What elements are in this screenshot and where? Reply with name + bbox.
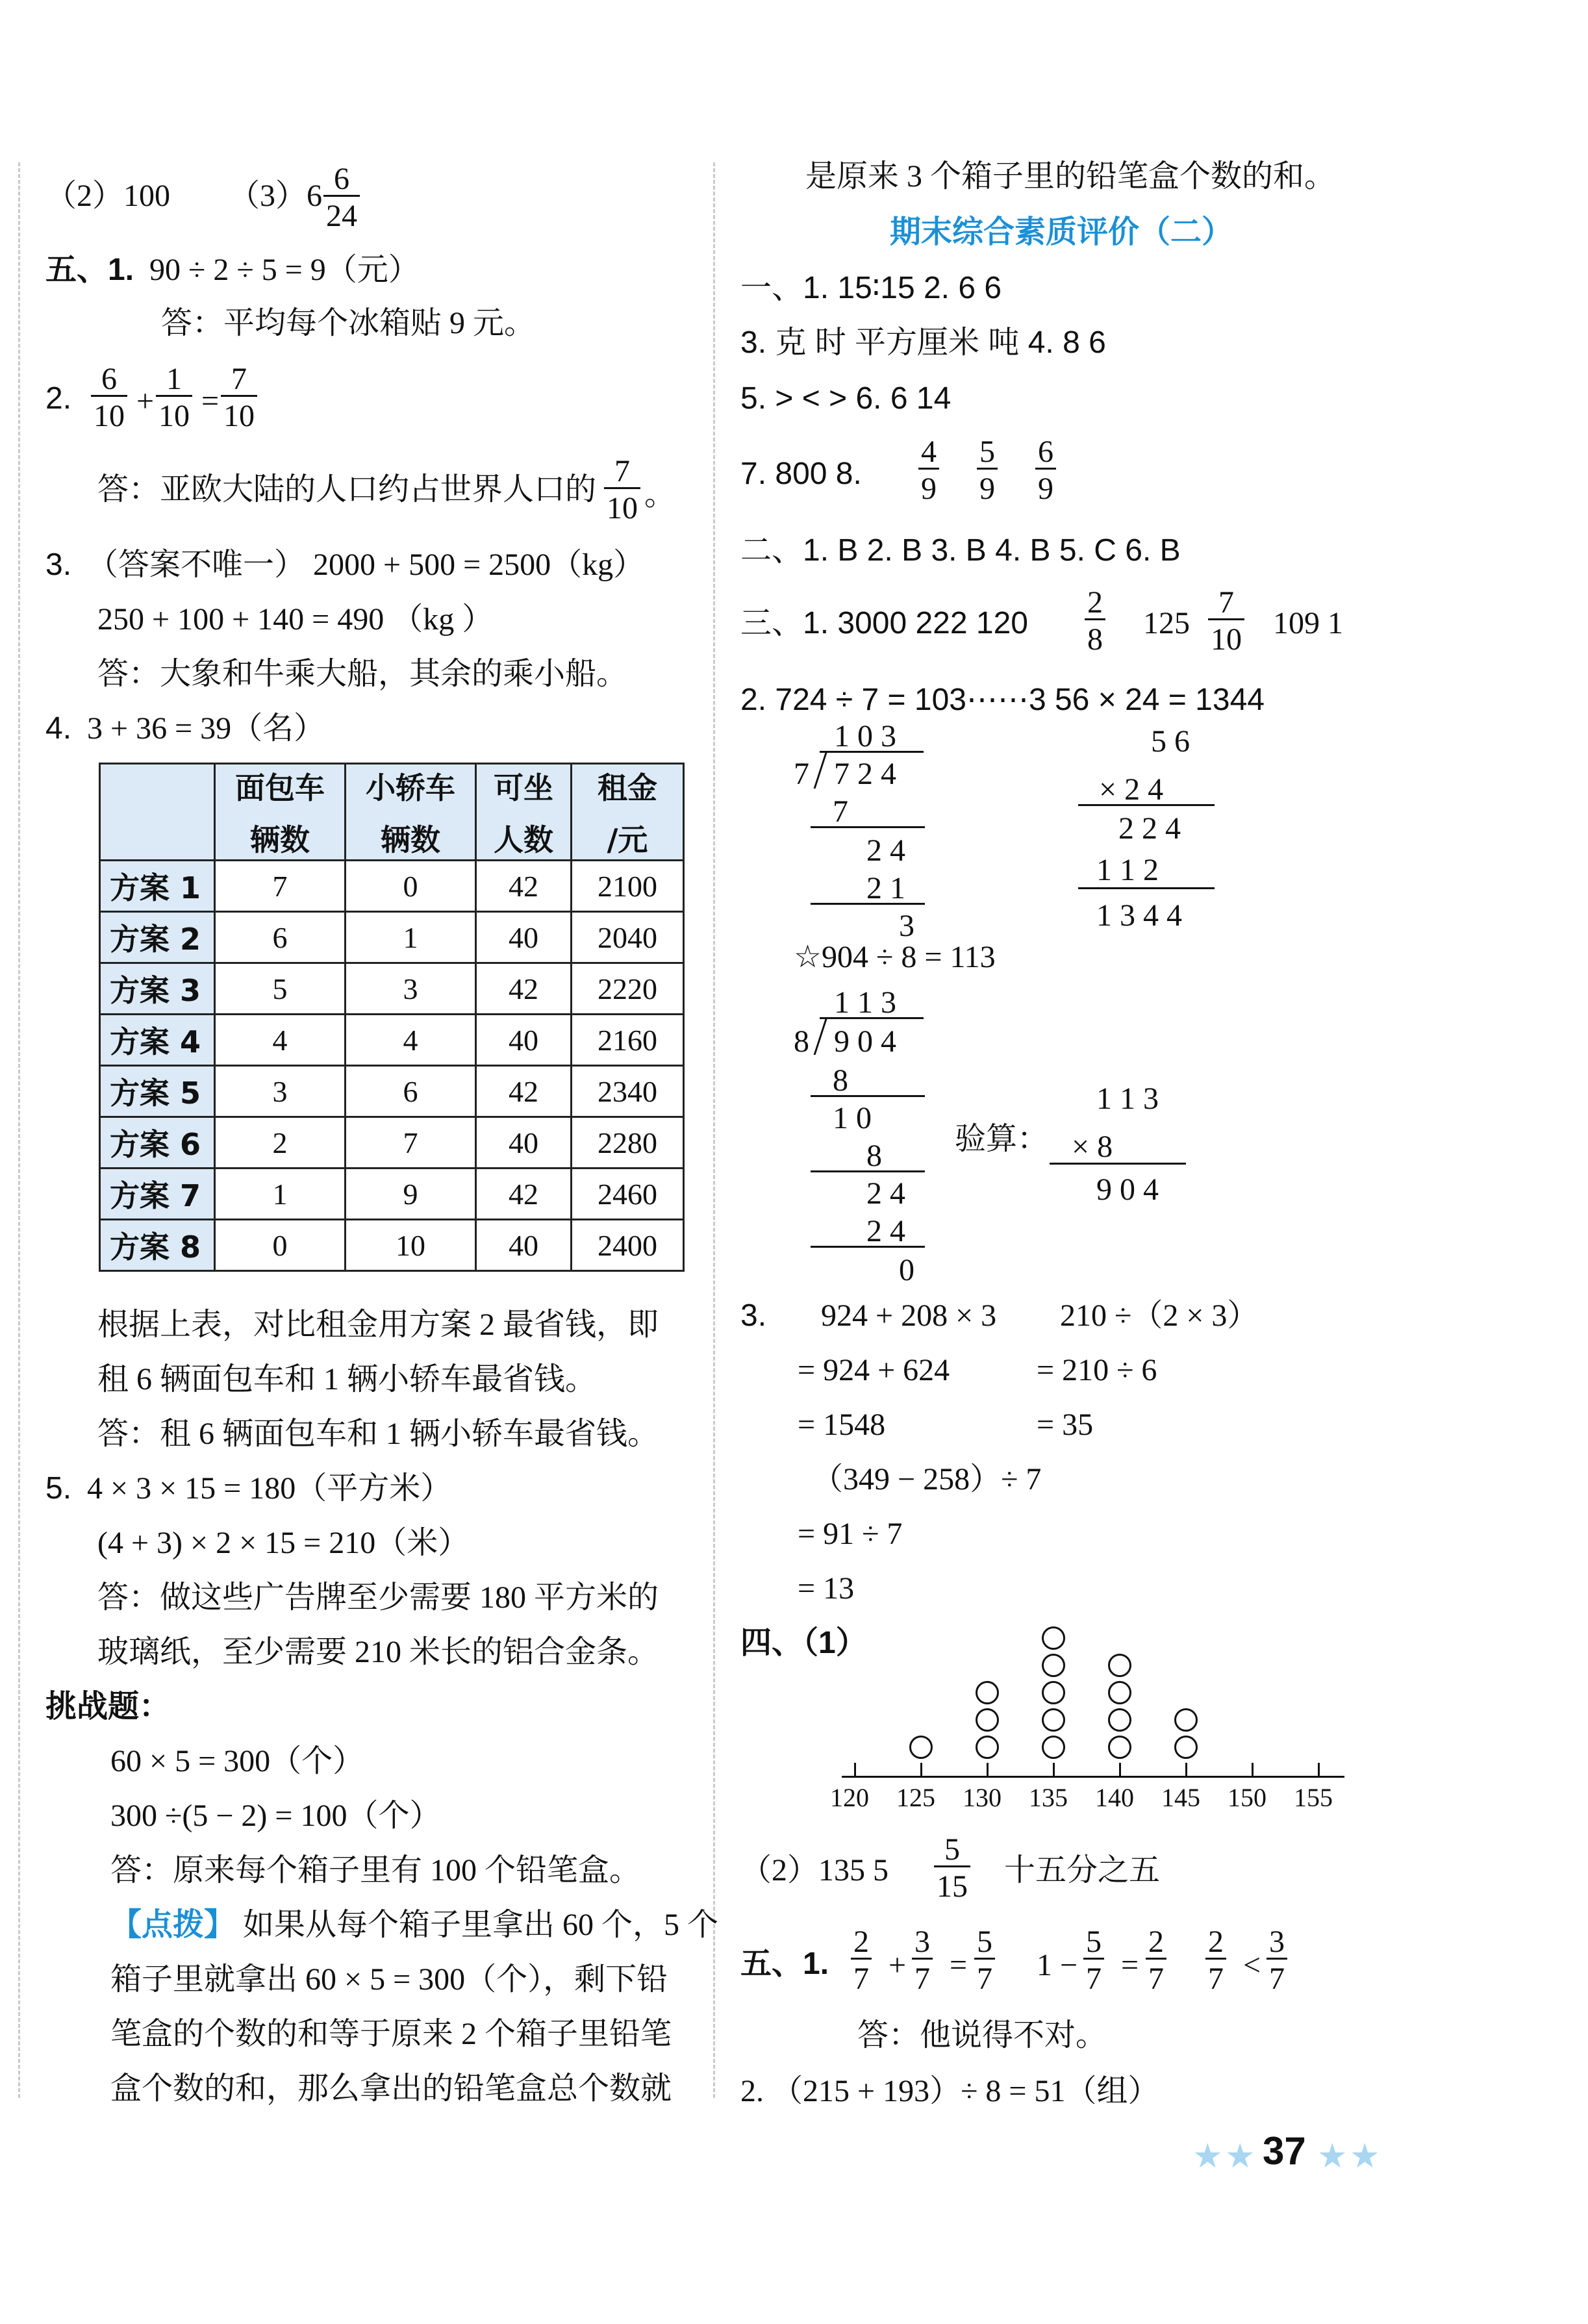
part4-2-words: 十五分之五 (1004, 1853, 1161, 1888)
part3-fraction-7-10: $\frac{7}{10}$ (1208, 587, 1244, 655)
part1-line4: 7. 800 8. (740, 457, 862, 491)
div2-step5: 2 4 (866, 1214, 905, 1248)
section-title: 期末综合素质评价（二） (890, 215, 1233, 249)
calc3-line1: （349 − 258）÷ 7 (812, 1462, 1042, 1497)
tip-line1: 【点拨】 如果从每个箱子里拿出 60 个，5 个 (110, 1908, 719, 1942)
column-divider (713, 162, 715, 2098)
mul1-line1 (1078, 804, 1215, 806)
left-margin-guide (18, 162, 20, 2098)
q5-2-fraction-a: $\frac{6}{10}$ (91, 364, 127, 432)
dot-plot-circle (976, 1681, 999, 1704)
div1-line1 (811, 826, 925, 828)
dot-plot-axis (842, 1776, 1344, 1778)
dot-plot-tick (854, 1763, 856, 1777)
div2-step2: 1 0 (833, 1101, 872, 1135)
part5-plus: + (889, 1948, 907, 1982)
q5-5-line1: 5. 4 × 3 × 15 = 180（平方米） (45, 1471, 452, 1506)
line-answer-2-3: （2）100 （3）6 (45, 179, 323, 213)
part5-frac-c: $\frac{5}{7}$ (974, 1926, 995, 1995)
div2-remainder: 0 (899, 1253, 914, 1287)
calc2-line2: = 210 ÷ 6 (1037, 1353, 1157, 1387)
div1-remainder: 3 (899, 909, 914, 943)
star-icon: ★ (1192, 2138, 1223, 2175)
q5-4-text2: 租 6 辆面包车和 1 辆小轿车最省钱。 (97, 1362, 597, 1396)
q5-2-equals: = (201, 384, 220, 418)
q5-3-line2: 250 + 100 + 140 = 490 （kg ） (97, 602, 494, 637)
dot-plot-tick (987, 1763, 989, 1777)
q5-2-fraction-b: $\frac{1}{10}$ (156, 364, 192, 432)
q5-2-answer-end: 。 (644, 477, 676, 512)
div1-bracket-side (814, 751, 828, 789)
div2-line3 (811, 1246, 925, 1248)
part5-frac-a: $\frac{2}{7}$ (851, 1926, 872, 1995)
part4-2-line: （2）135 5 (740, 1853, 889, 1888)
mul2-a: 1 1 3 (1096, 1081, 1159, 1116)
div2-step1: 8 (833, 1063, 848, 1098)
star-icon: ★ (1225, 2138, 1255, 2175)
table-row: 方案 7 1 9 42 2460 (100, 1168, 684, 1220)
dot-plot-tick (1119, 1763, 1121, 1777)
challenge-answer: 答：原来每个箱子里有 100 个铅笔盒。 (110, 1853, 641, 1888)
part3-values-end: 109 1 (1273, 606, 1343, 640)
challenge-line1: 60 × 5 = 300（个） (110, 1744, 364, 1778)
part5-frac-b: $\frac{3}{7}$ (912, 1926, 933, 1995)
q5-2-plus: + (136, 384, 155, 418)
q5-5-answer1: 答：做这些广告牌至少需要 180 平方米的 (97, 1580, 659, 1615)
dot-plot-tick-label: 120 (830, 1783, 869, 1812)
div2-dividend: 9 0 4 (834, 1024, 896, 1059)
part3-3-label: 3. (740, 1298, 767, 1333)
table-row: 方案 5 3 6 42 2340 (100, 1066, 684, 1117)
check-label: 验算： (955, 1122, 1049, 1156)
table-header-row (100, 764, 684, 861)
part5-eq1: = (950, 1948, 968, 1982)
dot-plot-tick (1318, 1763, 1320, 1777)
dot-plot-tick-label: 135 (1029, 1783, 1068, 1812)
div1-dividend: 7 2 4 (834, 757, 896, 791)
q5-4-expr: 4. 3 + 36 = 39（名） (45, 711, 325, 746)
div1-divisor: 7 (794, 757, 809, 791)
div2-bracket-side (814, 1017, 828, 1055)
part1-line1: 一、1. 15∶15 2. 6 6 (740, 271, 1002, 305)
star-icon: ★ (1350, 2138, 1380, 2175)
q5-3-line1: 3. （答案不唯一） 2000 + 500 = 2500（kg） (45, 548, 645, 582)
part1-fraction-6-9: $\frac{6}{9}$ (1035, 436, 1056, 505)
mul1-line2 (1078, 887, 1215, 889)
table-header-seats: 可坐 人数 (476, 764, 572, 861)
tip-line2: 箱子里就拿出 60 × 5 = 300（个），剩下铅 (110, 1962, 668, 1997)
part5-frac-g: $\frac{3}{7}$ (1267, 1926, 1287, 1995)
part5-one-minus: 1 − (1037, 1948, 1078, 1982)
dot-plot-circle (976, 1736, 999, 1759)
part5-label: 五、1. (740, 1947, 829, 1981)
tip-line3: 笔盒的个数的和等于原来 2 个箱子里铅笔 (110, 2017, 672, 2051)
dot-plot-tick (1252, 1763, 1254, 1777)
dot-plot-circle (1108, 1654, 1131, 1677)
div2-divisor: 8 (794, 1024, 809, 1059)
star-icon: ★ (1317, 2138, 1348, 2175)
dot-plot-circle (1042, 1736, 1065, 1759)
div2-quotient: 1 1 3 (834, 985, 896, 1020)
q5-2-fraction-c: $\frac{7}{10}$ (221, 364, 257, 432)
calc1-line3: = 1548 (798, 1408, 886, 1442)
q5-4-answer: 答：租 6 辆面包车和 1 辆小轿车最省钱。 (97, 1417, 659, 1451)
dot-plot-circle (976, 1708, 999, 1732)
table-row: 方案 8 0 10 40 2400 (100, 1220, 684, 1271)
dot-plot-circle (1174, 1708, 1198, 1732)
part5-frac-d: $\frac{5}{7}$ (1083, 1926, 1104, 1995)
q5-1-answer: 答：平均每个冰箱贴 9 元。 (161, 306, 536, 340)
div2-line1 (811, 1095, 925, 1097)
q5-3-answer: 答：大象和牛乘大船，其余的乘小船。 (97, 657, 628, 691)
div2-step3: 8 (866, 1139, 882, 1173)
fraction-6-24: $\frac{6}{24}$ (323, 164, 360, 232)
dot-plot-tick-label: 130 (963, 1783, 1002, 1812)
table-header-empty (100, 764, 215, 861)
part3-1-line: 三、1. 3000 222 120 (740, 606, 1028, 640)
dot-plot-tick-label: 140 (1095, 1783, 1134, 1812)
dot-plot-tick-label: 125 (896, 1783, 935, 1812)
dot-plot-tick-label: 150 (1228, 1783, 1267, 1812)
q5-2-answer-fraction: $\frac{7}{10}$ (604, 456, 640, 524)
part4-label: 四、（1） (740, 1626, 867, 1660)
part4-2-fraction: $\frac{5}{15}$ (934, 1834, 970, 1902)
table-row: 方案 2 6 1 40 2040 (100, 912, 684, 963)
div1-line2 (811, 903, 925, 905)
dot-plot-circle (1042, 1708, 1065, 1732)
mul2-line (1050, 1163, 1186, 1165)
page-number: 37 (1263, 2129, 1306, 2173)
q5-4-text1: 根据上表，对比租金用方案 2 最省钱，即 (97, 1307, 659, 1342)
dot-plot-tick (1053, 1763, 1055, 1777)
mul1-partial1: 2 2 4 (1118, 811, 1181, 846)
dot-plot-circle (1174, 1736, 1198, 1759)
div1-step1: 7 (833, 794, 848, 829)
part1-line2: 3. 克 时 平方厘米 吨 4. 8 6 (740, 325, 1106, 360)
part5-2-line: 2. （215 + 193）÷ 8 = 51（组） (740, 2074, 1159, 2108)
challenge-line2: 300 ÷(5 − 2) = 100（个） (110, 1799, 441, 1833)
dot-plot-tick (1185, 1763, 1187, 1777)
dot-plot-circle (1042, 1654, 1065, 1677)
div1-bracket-top (820, 751, 924, 753)
dot-plot-circle (1108, 1681, 1131, 1704)
div2-step4: 2 4 (866, 1176, 905, 1211)
table-header-car: 小轿车 辆数 (346, 764, 476, 861)
tip-continuation: 是原来 3 个箱子里的铅笔盒个数的和。 (805, 159, 1336, 194)
part3-2-line: 2. 724 ÷ 7 = 103⋯⋯3 56 × 24 = 1344 (740, 683, 1265, 717)
mul2-result: 9 0 4 (1096, 1172, 1159, 1207)
table-row: 方案 6 2 7 40 2280 (100, 1117, 684, 1168)
calc1-line2: = 924 + 624 (798, 1353, 950, 1387)
q5-5-line2: (4 + 3) × 2 × 15 = 210（米） (97, 1526, 470, 1560)
part5-frac-f: $\frac{2}{7}$ (1205, 1926, 1226, 1995)
mul1-b: × 2 4 (1099, 772, 1164, 807)
part3-value-125: 125 (1143, 606, 1190, 640)
calc2-line3: = 35 (1037, 1408, 1094, 1442)
div1-quotient: 1 0 3 (834, 719, 896, 753)
dot-plot-tick-label: 145 (1161, 1783, 1200, 1812)
div1-step3: 2 1 (866, 871, 905, 905)
dot-plot-tick (920, 1763, 922, 1777)
part5-answer: 答：他说得不对。 (857, 2018, 1107, 2052)
mul1-a: 5 6 (1151, 724, 1190, 759)
mul1-result: 1 3 4 4 (1096, 898, 1182, 933)
part5-eq2: = (1121, 1948, 1139, 1982)
calc3-line3: = 13 (798, 1571, 855, 1606)
div2-line2 (811, 1170, 925, 1172)
dot-plot-tick-label: 155 (1294, 1783, 1333, 1812)
dot-plot-circle (1108, 1736, 1131, 1759)
dot-plot-circle (1108, 1708, 1131, 1732)
star-expression: ☆904 ÷ 8 = 113 (794, 940, 996, 974)
table-header-van: 面包车 辆数 (215, 764, 346, 861)
table-row: 方案 1 7 0 42 2100 (100, 861, 684, 912)
q5-1-expr: 五、1. 90 ÷ 2 ÷ 5 = 9（元） (45, 253, 420, 287)
part1-fraction-4-9: $\frac{4}{9}$ (918, 436, 939, 505)
q5-2-answer: 答：亚欧大陆的人口约占世界人口的 (97, 472, 597, 507)
q5-5-answer2: 玻璃纸，至少需要 210 米长的铝合金条。 (97, 1635, 659, 1669)
dot-plot-circle (1042, 1681, 1065, 1704)
part3-fraction-2-8: $\frac{2}{8}$ (1085, 587, 1105, 655)
dot-plot-circle (909, 1736, 933, 1759)
part2-line: 二、1. B 2. B 3. B 4. B 5. C 6. B (740, 533, 1181, 568)
calc1-line1: 924 + 208 × 3 (821, 1298, 997, 1333)
mul2-b: × 8 (1072, 1130, 1113, 1164)
table-row: 方案 4 4 4 40 2160 (100, 1015, 684, 1066)
table-row: 方案 3 5 3 42 2220 (100, 963, 684, 1015)
challenge-label: 挑战题： (45, 1689, 171, 1724)
part5-lt: < (1243, 1948, 1261, 1982)
calc3-line2: = 91 ÷ 7 (798, 1517, 903, 1551)
calc2-line1: 210 ÷（2 × 3） (1060, 1298, 1259, 1333)
part5-frac-e: $\frac{2}{7}$ (1146, 1926, 1166, 1995)
dot-plot-circle (1042, 1626, 1065, 1650)
q5-2-label: 2. (45, 381, 72, 416)
table-header-rent: 租金 /元 (572, 764, 684, 861)
part1-fraction-5-9: $\frac{5}{9}$ (977, 436, 998, 505)
tip-line4: 盒个数的和，那么拿出的铅笔盒总个数就 (110, 2071, 672, 2106)
div1-step2: 2 4 (866, 833, 905, 868)
part1-line3: 5. > < > 6. 6 14 (740, 381, 952, 416)
div2-bracket-top (820, 1017, 924, 1019)
mul1-partial2: 1 1 2 (1096, 853, 1159, 887)
rental-plan-table (99, 763, 685, 1272)
